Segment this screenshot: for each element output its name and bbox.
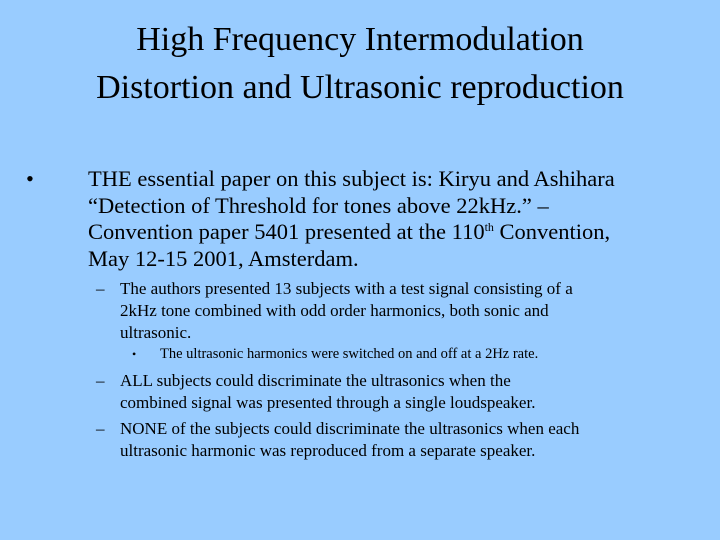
sub-bullet-2-text (96, 370, 676, 414)
bullet-line-1: THE essential paper on this subject is: Kiryu and Ashihara (88, 166, 615, 191)
sub-sub-bullet-1-marker: • (132, 347, 137, 361)
sub-sub-bullet-1 (132, 345, 672, 363)
bullet-line-3-post: Convention, (493, 219, 611, 244)
sub-bullet-3-line-1: NONE of the subjects could discriminate the ultrasonics when each (120, 419, 580, 438)
sub-bullet-2 (96, 370, 676, 414)
sub-bullet-3 (96, 418, 676, 462)
sub-bullet-2-marker: – (96, 371, 105, 390)
sub-bullet-2-line-2: combined signal was presented through a single loudspeaker. (120, 393, 536, 412)
slide-title (40, 16, 680, 112)
bullet-marker: • (26, 166, 34, 191)
sub-bullet-1-marker: – (96, 279, 105, 298)
sub-bullet-1-line-1: The authors presented 13 subjects with a test signal consisting of a (120, 279, 573, 298)
sub-bullet-3-marker: – (96, 419, 105, 438)
bullet-line-3 (88, 219, 676, 246)
sub-bullet-3-line-2: ultrasonic harmonic was reproduced from a separate speaker. (120, 441, 536, 460)
bullet-line-3-sup: th (484, 220, 494, 234)
title-line-2: Distortion and Ultrasonic reproduction (96, 69, 624, 106)
bullet-line-3-pre: Convention paper 5401 presented at the 110 (88, 219, 485, 244)
sub-bullet-1-line-3: ultrasonic. (120, 323, 192, 342)
title-line-1: High Frequency Intermodulation (136, 21, 584, 58)
sub-sub-bullet-1-text: The ultrasonic harmonics were switched on and off at a 2Hz rate. (160, 346, 539, 362)
bullet-line-2: “Detection of Threshold for tones above 22kHz.” – (88, 192, 549, 218)
bullet-main (26, 166, 676, 272)
bullet-line-4: May 12-15 2001, Amsterdam. (88, 245, 359, 271)
sub-bullet-2-line-1: ALL subjects could discriminate the ultrasonics when the (120, 371, 511, 390)
sub-bullet-3-text (96, 418, 676, 462)
bullet-text (56, 166, 676, 272)
sub-bullet-1-line-2: 2kHz tone combined with odd order harmonics, both sonic and (120, 301, 549, 320)
sub-bullet-1 (96, 278, 676, 344)
sub-bullet-1-text (96, 278, 676, 344)
